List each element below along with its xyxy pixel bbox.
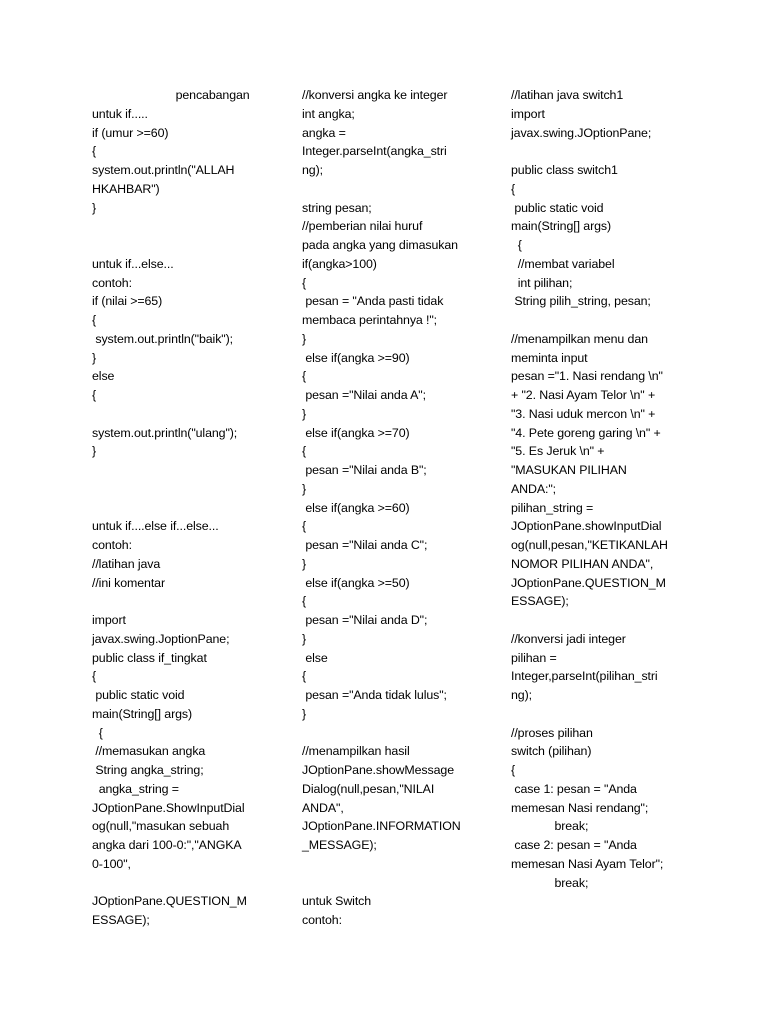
text-column-right: //latihan java switch1 import javax.swing.JOptionPane; public class switch1 { public static void main(String[] args) { //membat variabel int pilihan; String pilih_string, pesan; //menampilkan menu dan meminta input pesan ="1. Nasi rendang \n" + "2. Nasi Ayam Telor \n" + "3. Nasi uduk mercon \n" + "4. Pete goreng garing \n" + "5. Es Jeruk \n" + "MASUKAN PILIHAN ANDA:"; pilihan_string = JOptionPane.showInputDial og(null,pesan,"KETIKANLAH NOMOR PILIHAN ANDA", JOptionPane.QUESTION_M ESSAGE); //konversi jadi integer pilihan = Integer,parseInt(pilihan_stri ng); //proses pilihan switch (pilihan) { case 1: pesan = "Anda memesan Nasi rendang"; break; case 2: pesan = "Anda memesan Nasi Ayam Telor"; break; <box>511 88 668 890</box>
text-column-left: pencabangan untuk if..... if (umur >=60) { system.out.println("ALLAH HKAHBAR") } untuk if...else... contoh: if (nilai >=65) { system.out.println("baik"); } else { system.out.println("ulang"); } untuk if....else if...else... contoh: //latihan java //ini komentar import javax.swing.JoptionPane; public class if_tingkat { public static void main(String[] args) { //memasukan angka String angka_string; angka_string = JOptionPane.ShowInputDial og(null,"masukan sebuah angka dari 100-0:","ANGKA 0-100", JOptionPane.QUESTION_M ESSAGE); <box>92 88 250 927</box>
text-column-middle: //konversi angka ke integer int angka; angka = Integer.parseInt(angka_stri ng); string pesan; //pemberian nilai huruf pada angka yang dimasukan if(angka>100) { pesan = "Anda pasti tidak membaca perintahnya !"; } else if(angka >=90) { pesan ="Nilai anda A"; } else if(angka >=70) { pesan ="Nilai anda B"; } else if(angka >=60) { pesan ="Nilai anda C"; } else if(angka >=50) { pesan ="Nilai anda D"; } else { pesan ="Anda tidak lulus"; } //menampilkan hasil JOptionPane.showMessage Dialog(null,pesan,"NILAI ANDA", JOptionPane.INFORMATION _MESSAGE); untuk Switch contoh: <box>302 88 461 927</box>
